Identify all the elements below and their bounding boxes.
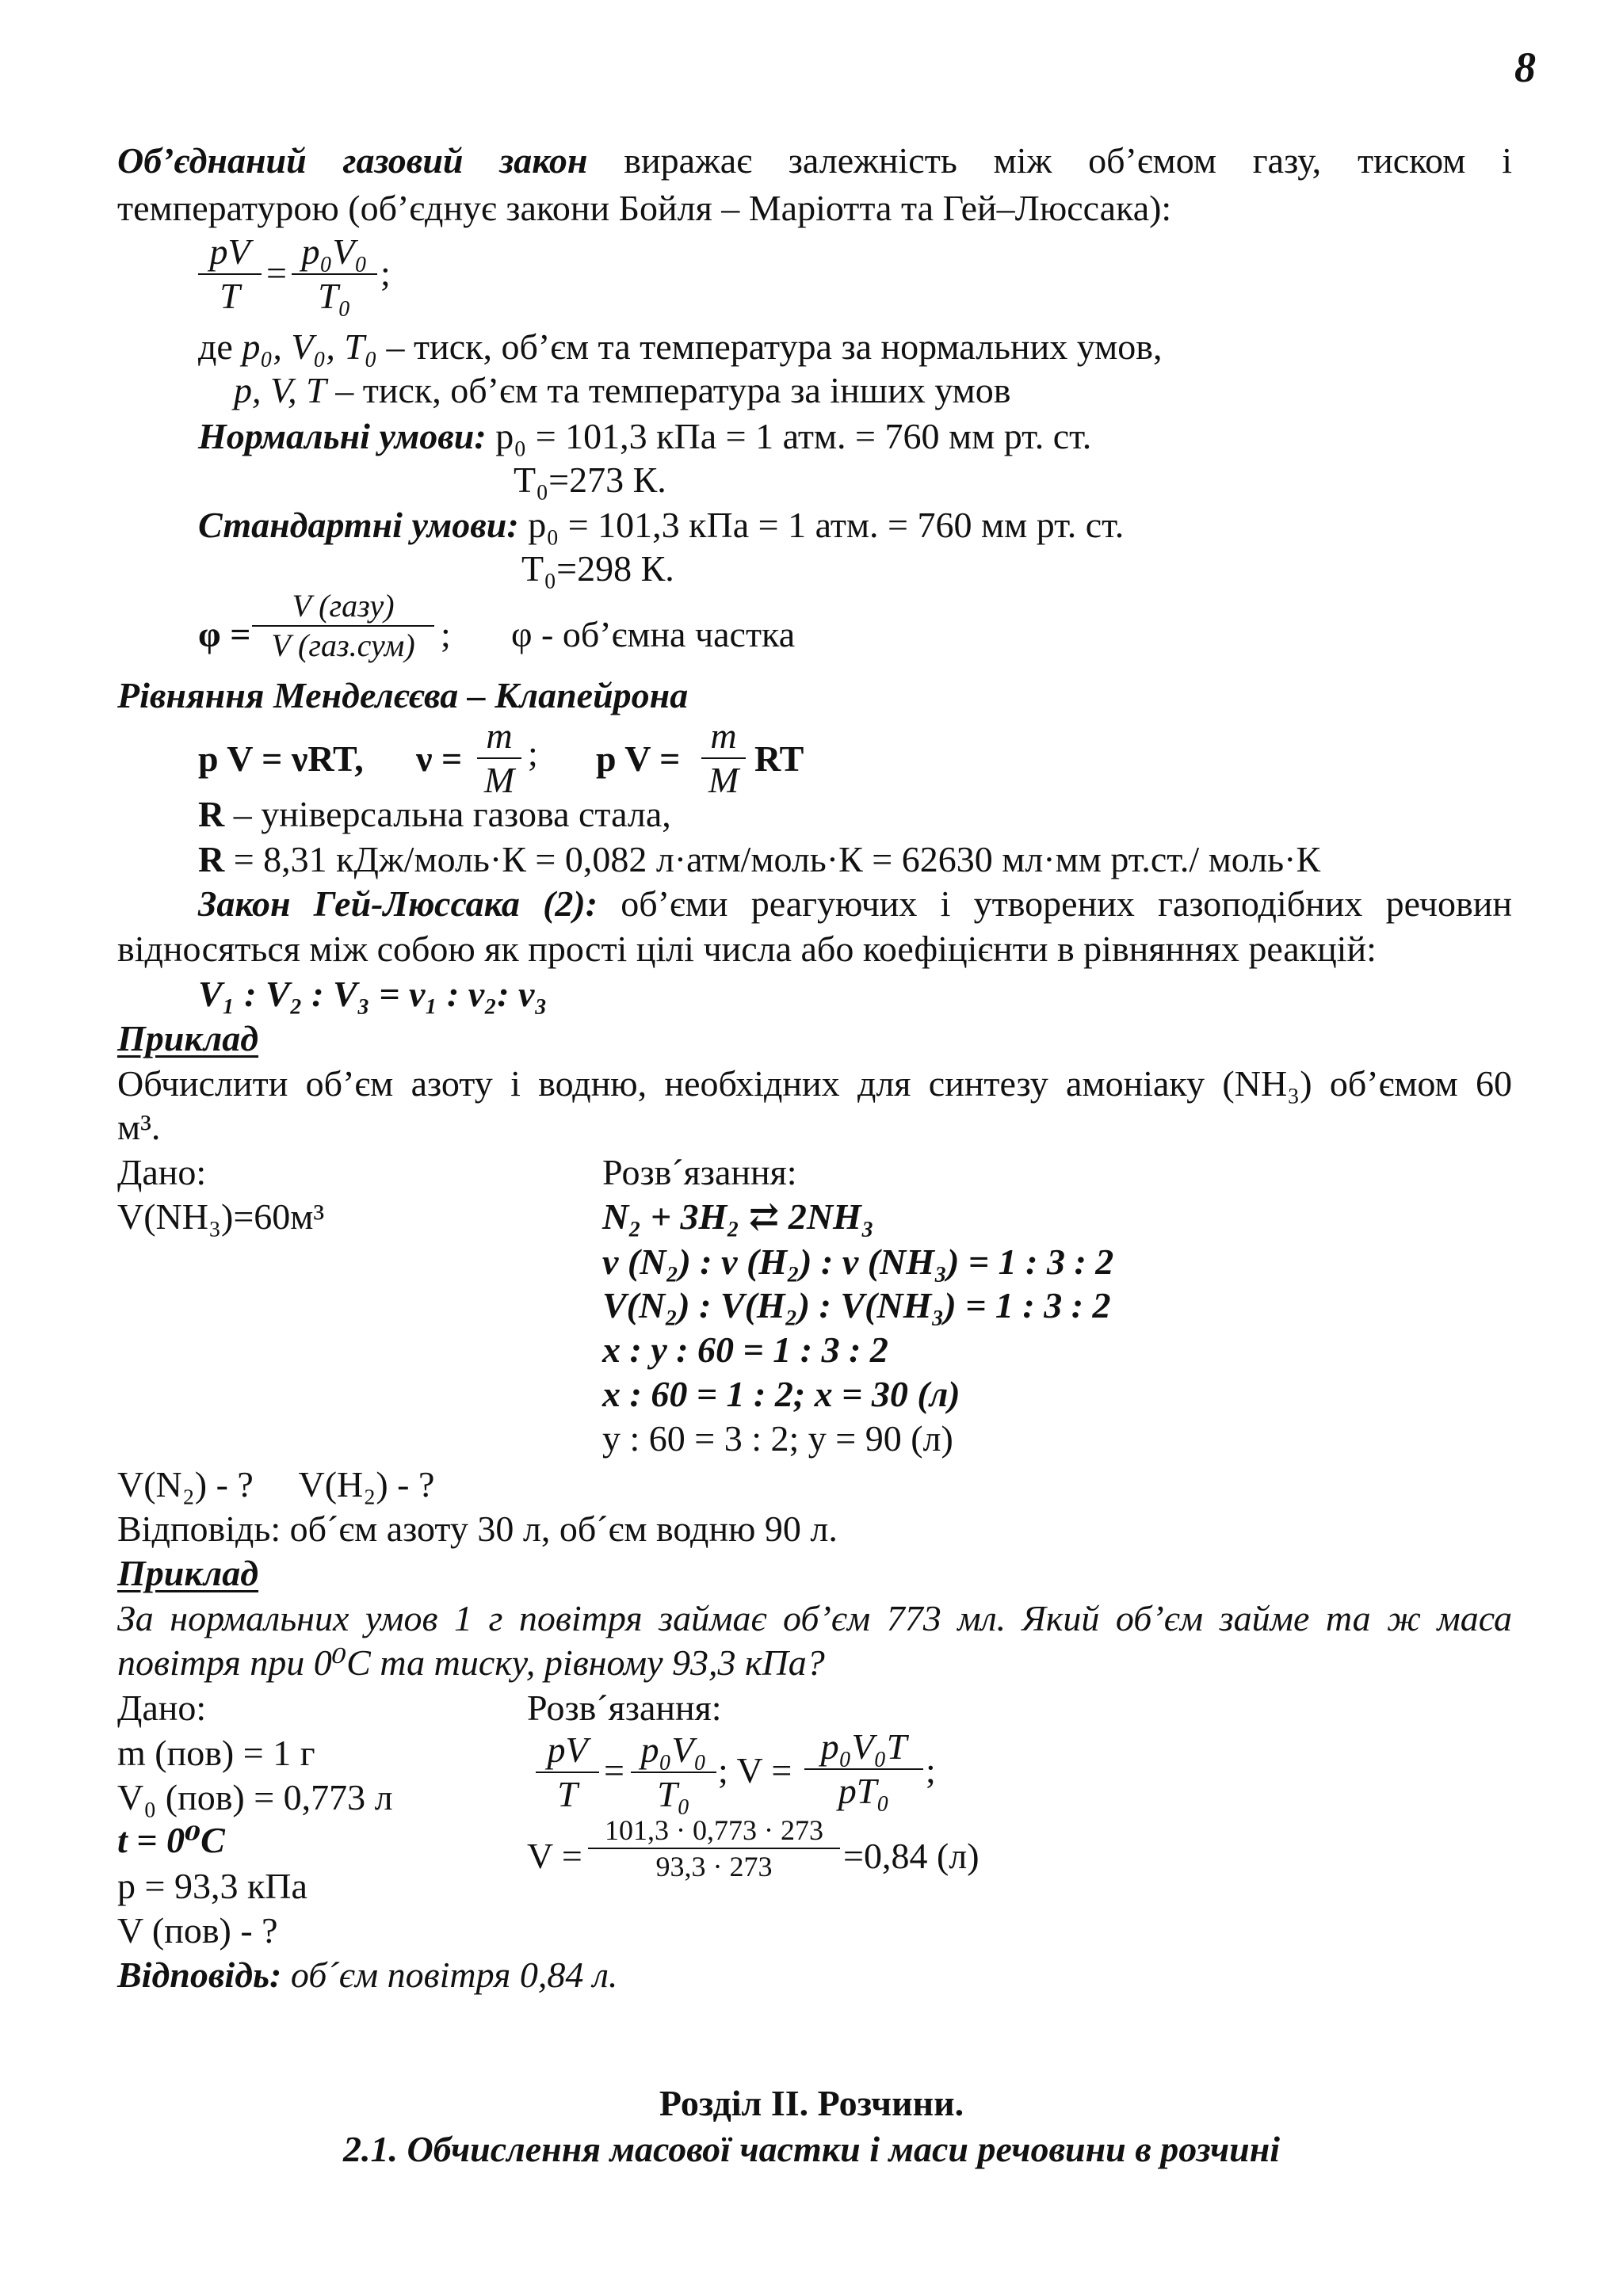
- gas-constant-definition: R – універсальна газова стала,: [198, 794, 671, 834]
- example-2-given-label: Дано:: [117, 1688, 207, 1728]
- gay-lussac-text-2: відносяться між собою як прості цілі числа або коефіцієнти в рівняннях реакцій:: [117, 929, 1377, 969]
- example-1-task-2: м³.: [117, 1107, 161, 1147]
- fraction-p0v0-t0-2: p₀V₀ T₀: [631, 1732, 716, 1813]
- example-1-label: Приклад: [117, 1018, 259, 1058]
- fraction-pv-t-2: pV T: [536, 1732, 599, 1813]
- example-2-given-volume: V₀ (пов) = 0,773 л: [117, 1777, 393, 1817]
- example-1-step-1: N₂ + 3H₂ ⇄ 2NH₃: [602, 1196, 874, 1237]
- example-2-given-temp: t = 0⁰C: [117, 1820, 225, 1860]
- where-line-2: p, V, T – тиск, об’єм та температура за інших умов: [234, 370, 1011, 410]
- example-1-task: Обчислити об’єм азоту і водню, необхідних для синтезу амоніаку (NH₃) об’ємом 60: [117, 1063, 1512, 1104]
- fraction-volume: V (газу) V (газ.сум): [252, 590, 434, 662]
- example-2-given-mass: m (пов) = 1 г: [117, 1733, 315, 1773]
- normal-conditions: Нормальні умови: p₀ = 101,3 кПа = 1 атм. = 760 мм рт. ст.: [198, 416, 1092, 456]
- example-2-answer: Відповідь: об´єм повітря 0,84 л.: [117, 1955, 618, 1995]
- fraction-p0v0-t0: p₀V₀ T₀: [292, 234, 377, 315]
- example-1-given-label: Дано:: [117, 1152, 207, 1192]
- example-1-step-3: V(N₂) : V(H₂) : V(NH₃) = 1 : 3 : 2: [602, 1285, 1111, 1325]
- example-1-find: V(N₂) - ? V(H₂) - ?: [117, 1464, 435, 1505]
- example-1-answer: Відповідь: об´єм азоту 30 л, об´єм водню 90 л.: [117, 1508, 838, 1549]
- page-number: 8: [1514, 44, 1536, 91]
- standard-conditions: Стандартні умови: p₀ = 101,3 кПа = 1 атм. = 760 мм рт. ст.: [198, 505, 1125, 545]
- example-2-task-2: повітря при 0⁰С та тиску, рівному 93,3 кПа?: [117, 1642, 825, 1683]
- fraction-m-over-M: m M: [477, 718, 521, 799]
- example-1-step-2: ν (N₂) : ν (H₂) : ν (NH₃) = 1 : 3 : 2: [602, 1241, 1114, 1282]
- gas-constant-value: R = 8,31 кДж/моль·К = 0,082 л·атм/моль·К = 62630 мл·мм рт.ст./ моль·К: [198, 839, 1321, 879]
- example-1-given-value: V(NH₃)=60м³: [117, 1196, 325, 1237]
- example-2-find: V (пов) - ?: [117, 1910, 278, 1951]
- standard-conditions-temp: T₀=298 К.: [521, 548, 674, 589]
- equals-sign: =: [266, 253, 287, 293]
- example-2-task: За нормальних умов 1 г повітря займає об’єм 773 мл. Який об’єм займе та ж маса: [117, 1598, 1512, 1638]
- fraction-m-over-M-2: m M: [701, 718, 746, 799]
- chapter-title: Розділ II. Розчини.: [659, 2083, 964, 2123]
- combined-gas-law-text: виражає залежність між об’ємом газу, тиском і: [587, 140, 1512, 181]
- example-2-solution-label: Розв´язання:: [527, 1688, 722, 1728]
- fraction-v-result: p₀V₀T pT₀: [804, 1729, 923, 1810]
- example-1-step-5: x : 60 = 1 : 2; x = 30 (л): [602, 1374, 960, 1414]
- example-1-step-6: y : 60 = 3 : 2; y = 90 (л): [602, 1418, 953, 1459]
- example-2-label: Приклад: [117, 1553, 259, 1593]
- where-line-1: де p₀, V₀, T₀ – тиск, об’єм та температура за нормальних умов,: [198, 326, 1163, 367]
- gay-lussac-ratio: V₁ : V₂ : V₃ = ν₁ : ν₂: ν₃: [198, 974, 548, 1014]
- mendeleev-clapeyron-heading: Рівняння Менделєєва – Клапейрона: [117, 675, 689, 715]
- volume-fraction-desc: φ - об’ємна частка: [511, 614, 796, 654]
- example-1-solution-label: Розв´язання:: [602, 1152, 797, 1192]
- chapter-subtitle: 2.1. Обчислення масової частки і маси речовини в розчині: [342, 2129, 1281, 2169]
- formula-semicolon: ;: [380, 253, 391, 293]
- normal-conditions-temp: T₀=273 К.: [514, 460, 666, 500]
- example-2-given-pressure: p = 93,3 кПа: [117, 1866, 307, 1906]
- combined-gas-law-term: Об’єднаний газовий закон: [117, 140, 588, 181]
- combined-gas-law-text-2: температурою (об’єднує закони Бойля – Маріотта та Гей–Люссака):: [117, 188, 1172, 228]
- document-page: 8 Об’єднаний газовий закон виражає залежність між об’ємом газу, тиском і температурою (об’єднує закони Бойля – Маріотта та Гей–Люссака): pV T = p₀V₀ T₀ ; де p₀, V₀, T₀ – тиск, об’єм та температура за нормальних умов, p, V, T – тиск, об’єм та температура за інших умов Нормальні умови: p₀ = 101,3 кПа = 1 атм. = 760 мм рт. ст. T₀=273 К. Стандартні умови: p₀ = 101,3 кПа = 1 атм. = 760 мм рт. ст. T₀=298 К. φ = V (газу) V (газ.сум) ; φ - об’ємна частка Рівняння Менделєєва – Клапейрона p V = νRT, ν = m M ; p V = m M RT R – універсальна газова стала, R = 8,31 кДж/моль·К = 0,082 л·атм/моль·К = 62630 мл·мм рт.ст./ моль·К Закон Гей-Люссака (2): об’єми реагуючих і утворених газоподібних речовин відносяться між собою як прості цілі числа або коефіцієнти в рівняннях реакцій: V₁ : V₂ : V₃ = ν₁ : ν₂: ν₃ Приклад Обчислити об’єм азоту і водню, необхідних для синтезу амоніаку (NH₃) об’ємом 60 м³. Дано: V(NH₃)=60м³ Розв´язання: N₂ + 3H₂ ⇄ 2NH₃ ν (N₂) : ν (H₂) : ν (NH₃) = 1 : 3 : 2 V(N₂) : V(H₂) : V(NH₃) = 1 : 3 : 2 x : y : 60 = 1 : 3 : 2 x : 60 = 1 : 2; x = 30 (л) y : 60 = 3 : 2; y = 90 (л) V(N₂) - ? V(H₂) - ? Відповідь: об´єм азоту 30 л, об´єм водню 90 л. Приклад За нормальних умов 1 г повітря займає об’єм 773 мл. Який об’єм займе та ж маса повітря при 0⁰С та тиску, рівному 93,3 кПа? Дано: m (пов) = 1 г V₀ (пов) = 0,773 л t = 0⁰C p = 93,3 кПа V (пов) - ? Розв´язання: pV T = p₀V₀ T₀ ; V = p₀V₀T pT₀ ; V = 101,3 · 0,773 · 273 93,3 · 273 =0,84 (л) Відповідь: об´єм повітря 0,84 л. Розділ II. Розчини. 2.1. Обчислення масової частки і маси речовини в розчині: [0, 0, 1623, 2296]
- fraction-calculation: 101,3 · 0,773 · 273 93,3 · 273: [588, 1816, 840, 1881]
- example-1-step-4: x : y : 60 = 1 : 3 : 2: [602, 1329, 888, 1370]
- gay-lussac-paragraph: Закон Гей-Люссака (2): об’єми реагуючих і утворених газоподібних речовин: [198, 883, 1512, 924]
- combined-gas-law-paragraph: [117, 140, 1512, 181]
- fraction-pv-t: pV T: [198, 234, 262, 315]
